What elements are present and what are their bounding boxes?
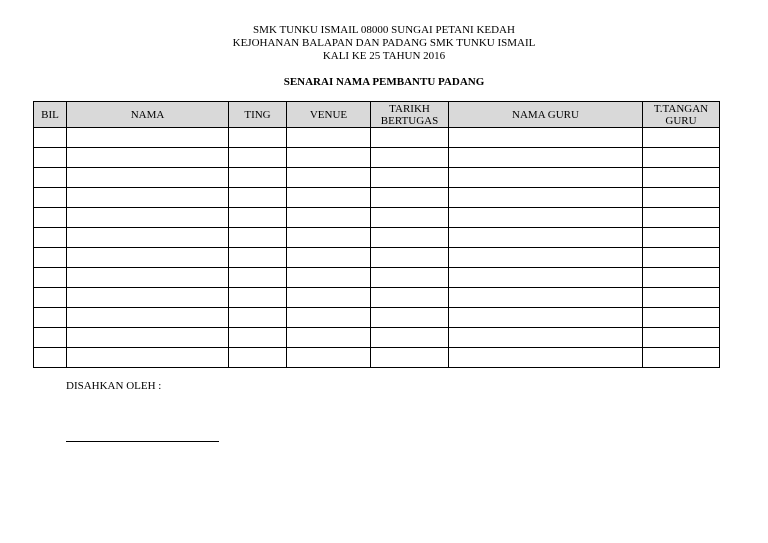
table-cell[interactable] bbox=[371, 268, 449, 288]
table-cell[interactable] bbox=[287, 288, 371, 308]
table-cell[interactable] bbox=[67, 248, 229, 268]
table-cell[interactable] bbox=[643, 308, 720, 328]
table-cell[interactable] bbox=[643, 188, 720, 208]
table-cell[interactable] bbox=[643, 208, 720, 228]
column-header-nama-guru: NAMA GURU bbox=[449, 102, 643, 128]
table-cell[interactable] bbox=[229, 248, 287, 268]
column-header-venue: VENUE bbox=[287, 102, 371, 128]
school-name: SMK TUNKU ISMAIL 08000 SUNGAI PETANI KEDAH bbox=[253, 24, 515, 36]
table-cell[interactable] bbox=[34, 188, 67, 208]
list-title: SENARAI NAMA PEMBANTU PADANG bbox=[283, 76, 485, 88]
table-cell[interactable] bbox=[67, 168, 229, 188]
approved-by-label: DISAHKAN OLEH : bbox=[66, 380, 162, 392]
table-cell[interactable] bbox=[371, 348, 449, 368]
event-edition: KALI KE 25 TAHUN 2016 bbox=[322, 50, 446, 62]
table-cell[interactable] bbox=[371, 188, 449, 208]
table-cell[interactable] bbox=[643, 128, 720, 148]
column-header-tarikh-bertugas: TARIKH BERTUGAS bbox=[371, 102, 449, 128]
table-cell[interactable] bbox=[371, 288, 449, 308]
helpers-table bbox=[33, 101, 720, 368]
column-header-ting: TING bbox=[229, 102, 287, 128]
table-cell[interactable] bbox=[449, 188, 643, 208]
event-name: KEJOHANAN BALAPAN DAN PADANG SMK TUNKU ISMAIL bbox=[232, 37, 536, 49]
table-cell[interactable] bbox=[371, 168, 449, 188]
table-cell[interactable] bbox=[643, 328, 720, 348]
table-cell[interactable] bbox=[371, 328, 449, 348]
table-cell[interactable] bbox=[67, 208, 229, 228]
table-cell[interactable] bbox=[287, 308, 371, 328]
table-cell[interactable] bbox=[287, 128, 371, 148]
table-cell[interactable] bbox=[449, 268, 643, 288]
table-cell[interactable] bbox=[371, 228, 449, 248]
table-cell[interactable] bbox=[67, 268, 229, 288]
table-cell[interactable] bbox=[287, 348, 371, 368]
signature-line bbox=[66, 441, 219, 442]
table-cell[interactable] bbox=[34, 328, 67, 348]
table-cell[interactable] bbox=[371, 208, 449, 228]
table-cell[interactable] bbox=[229, 228, 287, 248]
table-cell[interactable] bbox=[229, 168, 287, 188]
table-cell[interactable] bbox=[67, 348, 229, 368]
table-cell[interactable] bbox=[34, 348, 67, 368]
table-cell[interactable] bbox=[67, 288, 229, 308]
table-cell[interactable] bbox=[643, 168, 720, 188]
table-cell[interactable] bbox=[287, 168, 371, 188]
table-row bbox=[34, 288, 720, 308]
table-cell[interactable] bbox=[229, 308, 287, 328]
table-cell[interactable] bbox=[287, 248, 371, 268]
table-cell[interactable] bbox=[449, 248, 643, 268]
table-cell[interactable] bbox=[449, 348, 643, 368]
table-row bbox=[34, 248, 720, 268]
column-header-bil: BIL bbox=[34, 102, 67, 128]
table-row bbox=[34, 188, 720, 208]
document-header bbox=[0, 24, 768, 63]
table-cell[interactable] bbox=[287, 148, 371, 168]
table-cell[interactable] bbox=[643, 268, 720, 288]
table-cell[interactable] bbox=[449, 128, 643, 148]
table-cell[interactable] bbox=[449, 228, 643, 248]
table-cell[interactable] bbox=[643, 248, 720, 268]
table-cell[interactable] bbox=[229, 288, 287, 308]
table-row bbox=[34, 208, 720, 228]
table-cell[interactable] bbox=[449, 308, 643, 328]
table-cell[interactable] bbox=[643, 148, 720, 168]
table-cell[interactable] bbox=[34, 268, 67, 288]
table-cell[interactable] bbox=[34, 208, 67, 228]
table-cell[interactable] bbox=[34, 248, 67, 268]
table-cell[interactable] bbox=[287, 188, 371, 208]
table-row bbox=[34, 128, 720, 148]
table-row bbox=[34, 228, 720, 248]
table-cell[interactable] bbox=[449, 288, 643, 308]
table-cell[interactable] bbox=[287, 208, 371, 228]
table-cell[interactable] bbox=[229, 128, 287, 148]
table-cell[interactable] bbox=[449, 328, 643, 348]
table-cell[interactable] bbox=[371, 148, 449, 168]
column-header-nama: NAMA bbox=[67, 102, 229, 128]
table-cell[interactable] bbox=[67, 328, 229, 348]
table-cell[interactable] bbox=[643, 288, 720, 308]
table-cell[interactable] bbox=[371, 128, 449, 148]
table-cell[interactable] bbox=[67, 228, 229, 248]
table-cell[interactable] bbox=[34, 228, 67, 248]
table-row bbox=[34, 308, 720, 328]
table-cell[interactable] bbox=[449, 208, 643, 228]
table-cell[interactable] bbox=[67, 308, 229, 328]
table-row bbox=[34, 268, 720, 288]
table-cell[interactable] bbox=[34, 128, 67, 148]
table-cell[interactable] bbox=[371, 308, 449, 328]
table-cell[interactable] bbox=[287, 268, 371, 288]
table-cell[interactable] bbox=[229, 148, 287, 168]
table-row bbox=[34, 148, 720, 168]
table-cell[interactable] bbox=[229, 188, 287, 208]
table-cell[interactable] bbox=[34, 148, 67, 168]
table-cell[interactable] bbox=[229, 348, 287, 368]
table-cell[interactable] bbox=[34, 308, 67, 328]
table-row bbox=[34, 348, 720, 368]
table-cell[interactable] bbox=[643, 228, 720, 248]
table-cell[interactable] bbox=[229, 268, 287, 288]
table-cell[interactable] bbox=[67, 188, 229, 208]
column-header-tandatangan-guru: T.TANGAN GURU bbox=[643, 102, 720, 128]
table-cell[interactable] bbox=[229, 208, 287, 228]
table-body bbox=[34, 128, 720, 368]
table-cell[interactable] bbox=[287, 228, 371, 248]
table-cell[interactable] bbox=[229, 328, 287, 348]
table-cell[interactable] bbox=[34, 168, 67, 188]
table-cell[interactable] bbox=[67, 148, 229, 168]
table-row bbox=[34, 328, 720, 348]
table-row bbox=[34, 168, 720, 188]
table-cell[interactable] bbox=[67, 128, 229, 148]
table-cell[interactable] bbox=[34, 288, 67, 308]
table-cell[interactable] bbox=[643, 348, 720, 368]
table-cell[interactable] bbox=[449, 148, 643, 168]
table-cell[interactable] bbox=[287, 328, 371, 348]
table-cell[interactable] bbox=[371, 248, 449, 268]
table-cell[interactable] bbox=[449, 168, 643, 188]
header-row bbox=[34, 102, 720, 128]
